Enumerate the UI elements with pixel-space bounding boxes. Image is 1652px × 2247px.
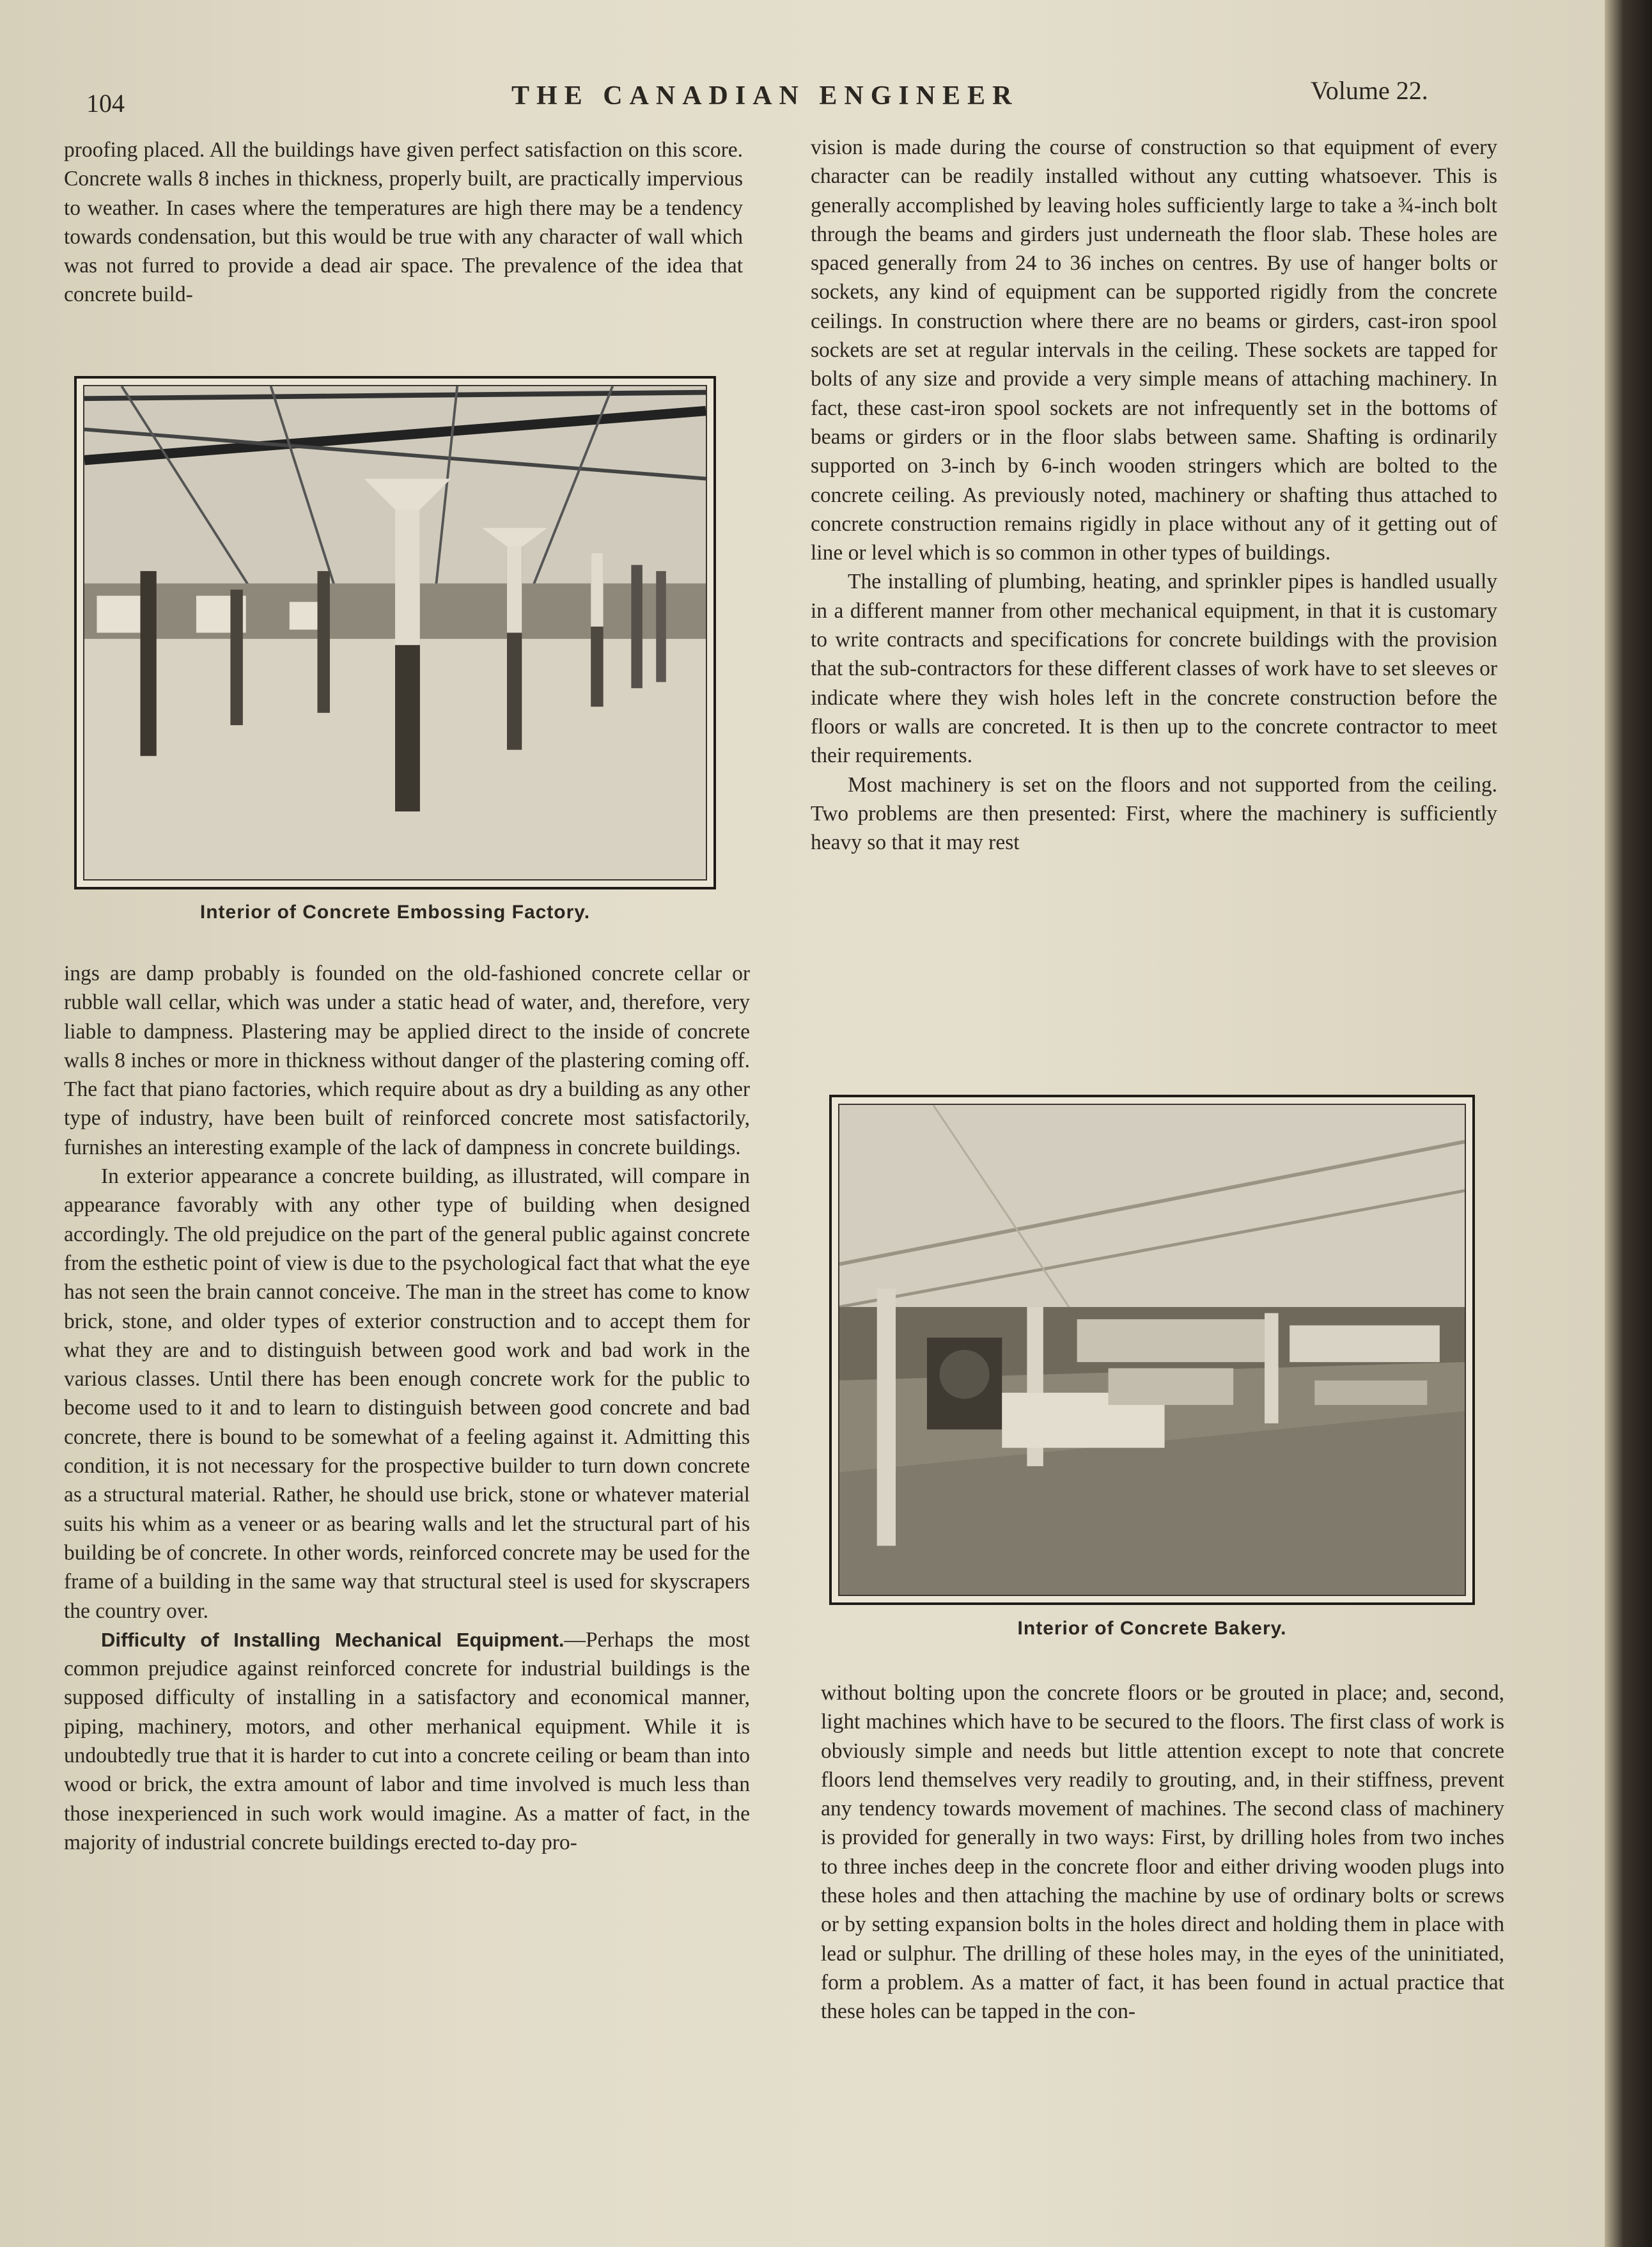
right-column-top: [811, 133, 1497, 857]
bakery-interior-illustration: [839, 1105, 1465, 1595]
journal-title: THE CANADIAN ENGINEER: [511, 81, 1019, 111]
paragraph: [64, 1625, 750, 1857]
paragraph: In exterior appearance a concrete building, as illustrated, will compare in appearance favorably with any other type of building when designed accordingly. The old prejudice on the part of the general public against concrete from the esthetic point of view is due to the psychological fact that what the eye has not seen the brain cannot conceive. The man in the street has come to know brick, stone, and older types of exterior construction and to accept them for what they are and to distinguish between good work and bad work in the various classes. Until there has been enough concrete work for the public to become used to it and to learn to distinguish between good concrete and bad concrete, there is bound to be somewhat of a feeling against it. Admitting this condition, it is not necessary for the prospective builder to turn down concrete as a structural material. Rather, he should use brick, stone or whatever material suits his whim as a veneer or as bearing walls and let the structural part of his building be of concrete. In other words, reinforced concrete may be used for the frame of a building in the same way that structural steel is used for skyscrapers the country over.: [64, 1164, 750, 1623]
paragraph: ings are damp probably is founded on the old-fashioned concrete cellar or rubble wall cellar, which was under a static head of water, and, therefore, very liable to dampness. Plastering may be applied direct to the inside of concrete walls 8 inches or more in thickness without danger of the plastering coming off. The fact that piano factories, which require about as dry a building as any other type of industry, have been built of reinforced concrete most satisfactorily, furnishes an interesting example of the lack of dampness in concrete buildings.: [64, 962, 750, 1159]
paragraph: vision is made during the course of construction so that equipment of every character can be readily installed without any cutting whatsoever. This is generally accomplished by leaving holes sufficiently large to take a ¾-inch bolt through the beams and girders just underneath the floor slab. These holes are spaced generally from 24 to 36 inches on centres. By use of hanger bolts or sockets, any kind of equipment can be supported rigidly from the concrete ceilings. In construction where there are no beams or girders, cast-iron spool sockets are set at regular intervals in the ceiling. These sockets are tapped for bolts of any size and provide a very simple means of attaching machinery. In fact, these cast-iron spool sockets are not infrequently set in the bottoms of beams or girders or in the floor slabs between same. Shafting is ordinarily supported on 3-inch by 6-inch wooden stringers which are bolted to the concrete ceiling. As previously noted, machinery or shafting thus attached to concrete construction remains rigidly in place without any of it getting out of line or level which is so common in other types of buildings.: [811, 136, 1497, 565]
page-header: [0, 75, 1605, 127]
right-column-body: [821, 1679, 1504, 2026]
photo-frame: [74, 376, 716, 889]
volume-label: Volume 22.: [1311, 76, 1428, 105]
heading-paragraph-text: —Perhaps the most common prejudice against reinforced concrete for industrial buildings is the supposed difficulty of installing in a satisfactory and economical manner, piping, machinery, motors, and other merhanical equipment. While it is undoubtedly true that it is harder to cut into a concrete ceiling or beam than into wood or brick, the extra amount of labor and time involved is much less than those inexperienced in such work would imagine. As a matter of fact, in the majority of industrial concrete buildings erected to-day pro-: [64, 1627, 750, 1854]
factory-interior-photo: [83, 385, 707, 881]
photo-frame: [829, 1095, 1475, 1605]
paragraph: proofing placed. All the buildings have given perfect satisfaction on this score. Concrete walls 8 inches in thickness, properly built, are practically impervious to weather. In cases where the temperatures are high there may be a tendency towards condensation, but this would be true with any character of wall which was not furred to provide a dead air space. The prevalence of the idea that concrete build-: [64, 138, 743, 307]
bakery-interior-photo: [838, 1104, 1466, 1596]
paragraph: Most machinery is set on the floors and not supported from the ceiling. Two problems are then presented: First, where the machinery is sufficiently heavy so that it may rest: [811, 772, 1497, 855]
book-binding-gutter: [1605, 0, 1652, 2247]
paragraph: The installing of plumbing, heating, and sprinkler pipes is handled usually in a different manner from other mechanical equipment, in that it is customary to write contracts and specifications for concrete buildings with the provision that the sub-contractors for these different classes of work have to set sleeves or indicate where they wish holes left in the concrete construction before the floors or walls are concreted. It is then up to the concrete contractor to meet their requirements.: [811, 570, 1497, 768]
figure-caption: Interior of Concrete Embossing Factory.: [199, 902, 591, 923]
factory-interior-illustration: [84, 386, 706, 879]
page-number: 104: [86, 89, 125, 118]
figure-caption: Interior of Concrete Bakery.: [1017, 1618, 1287, 1639]
left-column-top: [64, 136, 743, 309]
paragraph: without bolting upon the concrete floors or be grouted in place; and, second, light machines which have to be secured to the floors. The first class of work is obviously simple and needs but little attention except to note that concrete floors lend themselves very readily to grouting, and, in their stiffness, prevent any tendency towards movement of machines. The second class of machinery is provided for generally in two ways: First, by drilling holes from two inches to three inches deep in the concrete floor and either driving wooden plugs into these holes and then attaching the machine by use of ordinary bolts or screws or by setting expansion bolts in the holes direct and holding them in place with lead or sulphur. The drilling of these holes may, in the eyes of the uninitiated, form a problem. As a matter of fact, it has been found in actual practice that these holes can be tapped in the con-: [821, 1681, 1504, 2024]
left-column-body: [64, 959, 750, 1857]
section-heading: Difficulty of Installing Mechanical Equipment.: [101, 1628, 565, 1651]
